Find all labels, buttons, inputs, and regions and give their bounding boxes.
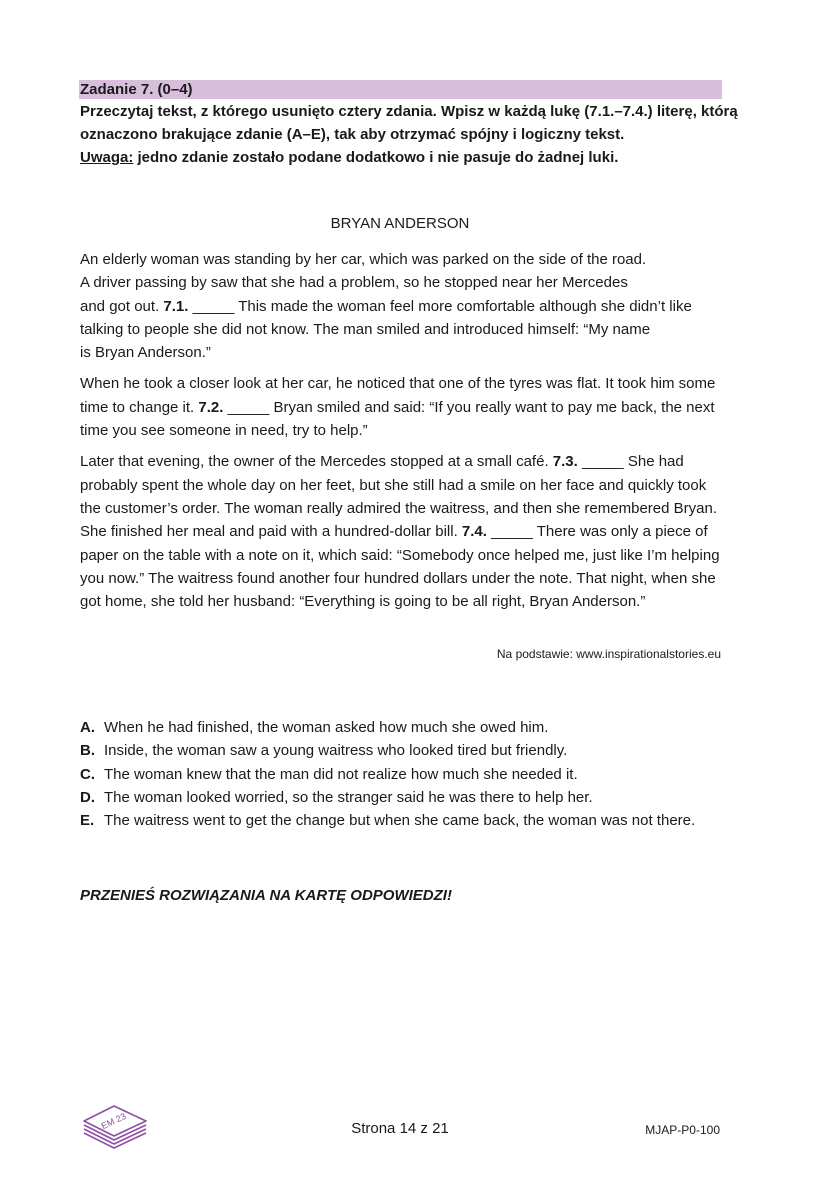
story-text-segment: Later that evening, the owner of the Mercedes stopped at a small café. [80, 453, 553, 471]
note-label: Uwaga: [80, 149, 134, 166]
option-letter: C. [80, 765, 95, 783]
story-line: An elderly woman was standing by her car, which was parked on the side of the road. [80, 251, 647, 268]
option-text: The woman looked worried, so the stranger said he was there to help her. [104, 788, 593, 806]
option-d [80, 786, 740, 809]
page-number: Strona 14 z 21 [351, 1120, 449, 1137]
instruction-note [80, 146, 740, 169]
source-citation: Na podstawie: www.inspirationalstories.eu [496, 647, 721, 661]
option-a [80, 716, 740, 739]
task-title: Zadanie 7. (0–4) [79, 80, 722, 99]
story-text-segment: Bryan smiled and said: “If you really want to pay me back, the next time you see someone in need, try to help.” [80, 398, 715, 440]
gap-label-7-4: 7.4. [461, 523, 487, 541]
option-letter: D. [80, 788, 95, 806]
story-paragraph-1 [80, 248, 730, 364]
option-c [80, 763, 740, 786]
answer-options [80, 716, 740, 832]
gap-blank-7-3: _____ [577, 453, 628, 471]
transfer-note: PRZENIEŚ ROZWIĄZANIA NA KARTĘ ODPOWIEDZI! [80, 887, 452, 904]
gap-label-7-3: 7.3. [552, 453, 578, 471]
task-instructions [80, 100, 740, 169]
story-line: A driver passing by saw that she had a problem, so he stopped near her Mercedes [80, 274, 628, 292]
option-letter: A. [80, 719, 95, 736]
exam-code: MJAP-P0-100 [645, 1123, 720, 1137]
story-text-segment: When he took a closer look at her car, he noticed that one of the tyres was flat. It took him some time to change it. [80, 375, 716, 416]
story-line: This made the woman feel more comfortable although she didn’t like talking to people she did not know. The man smiled and introduced himself: “My name [80, 297, 692, 338]
story-line: is Bryan Anderson.” [80, 344, 211, 362]
option-text: The woman knew that the man did not realize how much she needed it. [104, 765, 578, 783]
story-paragraph-3 [80, 450, 730, 613]
logo-text: EM 23 [99, 1111, 128, 1132]
story-title: BRYAN ANDERSON [330, 215, 470, 232]
option-b [80, 739, 740, 762]
gap-blank-7-2: _____ [223, 398, 274, 416]
gap-blank-7-1: _____ [188, 297, 239, 315]
story-line: and got out. [80, 297, 164, 315]
instruction-text: Przeczytaj tekst, z którego usunięto cztery zdania. Wpisz w każdą lukę (7.1.–7.4.) literę, którą oznaczono brakujące zdanie (A–E), tak aby otrzymać spójny i logiczny tekst. [80, 103, 738, 143]
option-e [80, 809, 740, 832]
gap-label-7-1: 7.1. [163, 297, 189, 315]
story-text [80, 248, 730, 621]
option-text: The waitress went to get the change but when she came back, the woman was not there. [104, 812, 696, 830]
gap-label-7-2: 7.2. [198, 398, 224, 416]
note-text: jedno zdanie zostało podane dodatkowo i nie pasuje do żadnej luki. [133, 149, 619, 166]
option-letter: E. [80, 812, 95, 830]
option-letter: B. [80, 742, 95, 760]
story-paragraph-2 [80, 372, 730, 442]
gap-blank-7-4: _____ [486, 523, 537, 541]
option-text: Inside, the woman saw a young waitress who looked tired but friendly. [104, 742, 568, 760]
story-text-segment: She had probably spent the whole day on her feet, but she still had a smile on her face and quickly took the customer’s order. The woman really admired the waitress, and then she remembered Bryan. She finished her meal and paid with a hundred-dollar bill. [80, 453, 717, 541]
story-text-segment: There was only a piece of paper on the table with a note on it, which said: “Somebody once helped me, just like I’m helping you now.” The waitress found another four hundred dollars under the note. That night, when she got home, she told her husband: “Everything is going to be all right, Bryan Anderson.” [80, 523, 720, 611]
option-text: When he had finished, the woman asked how much she owed him. [104, 719, 549, 736]
